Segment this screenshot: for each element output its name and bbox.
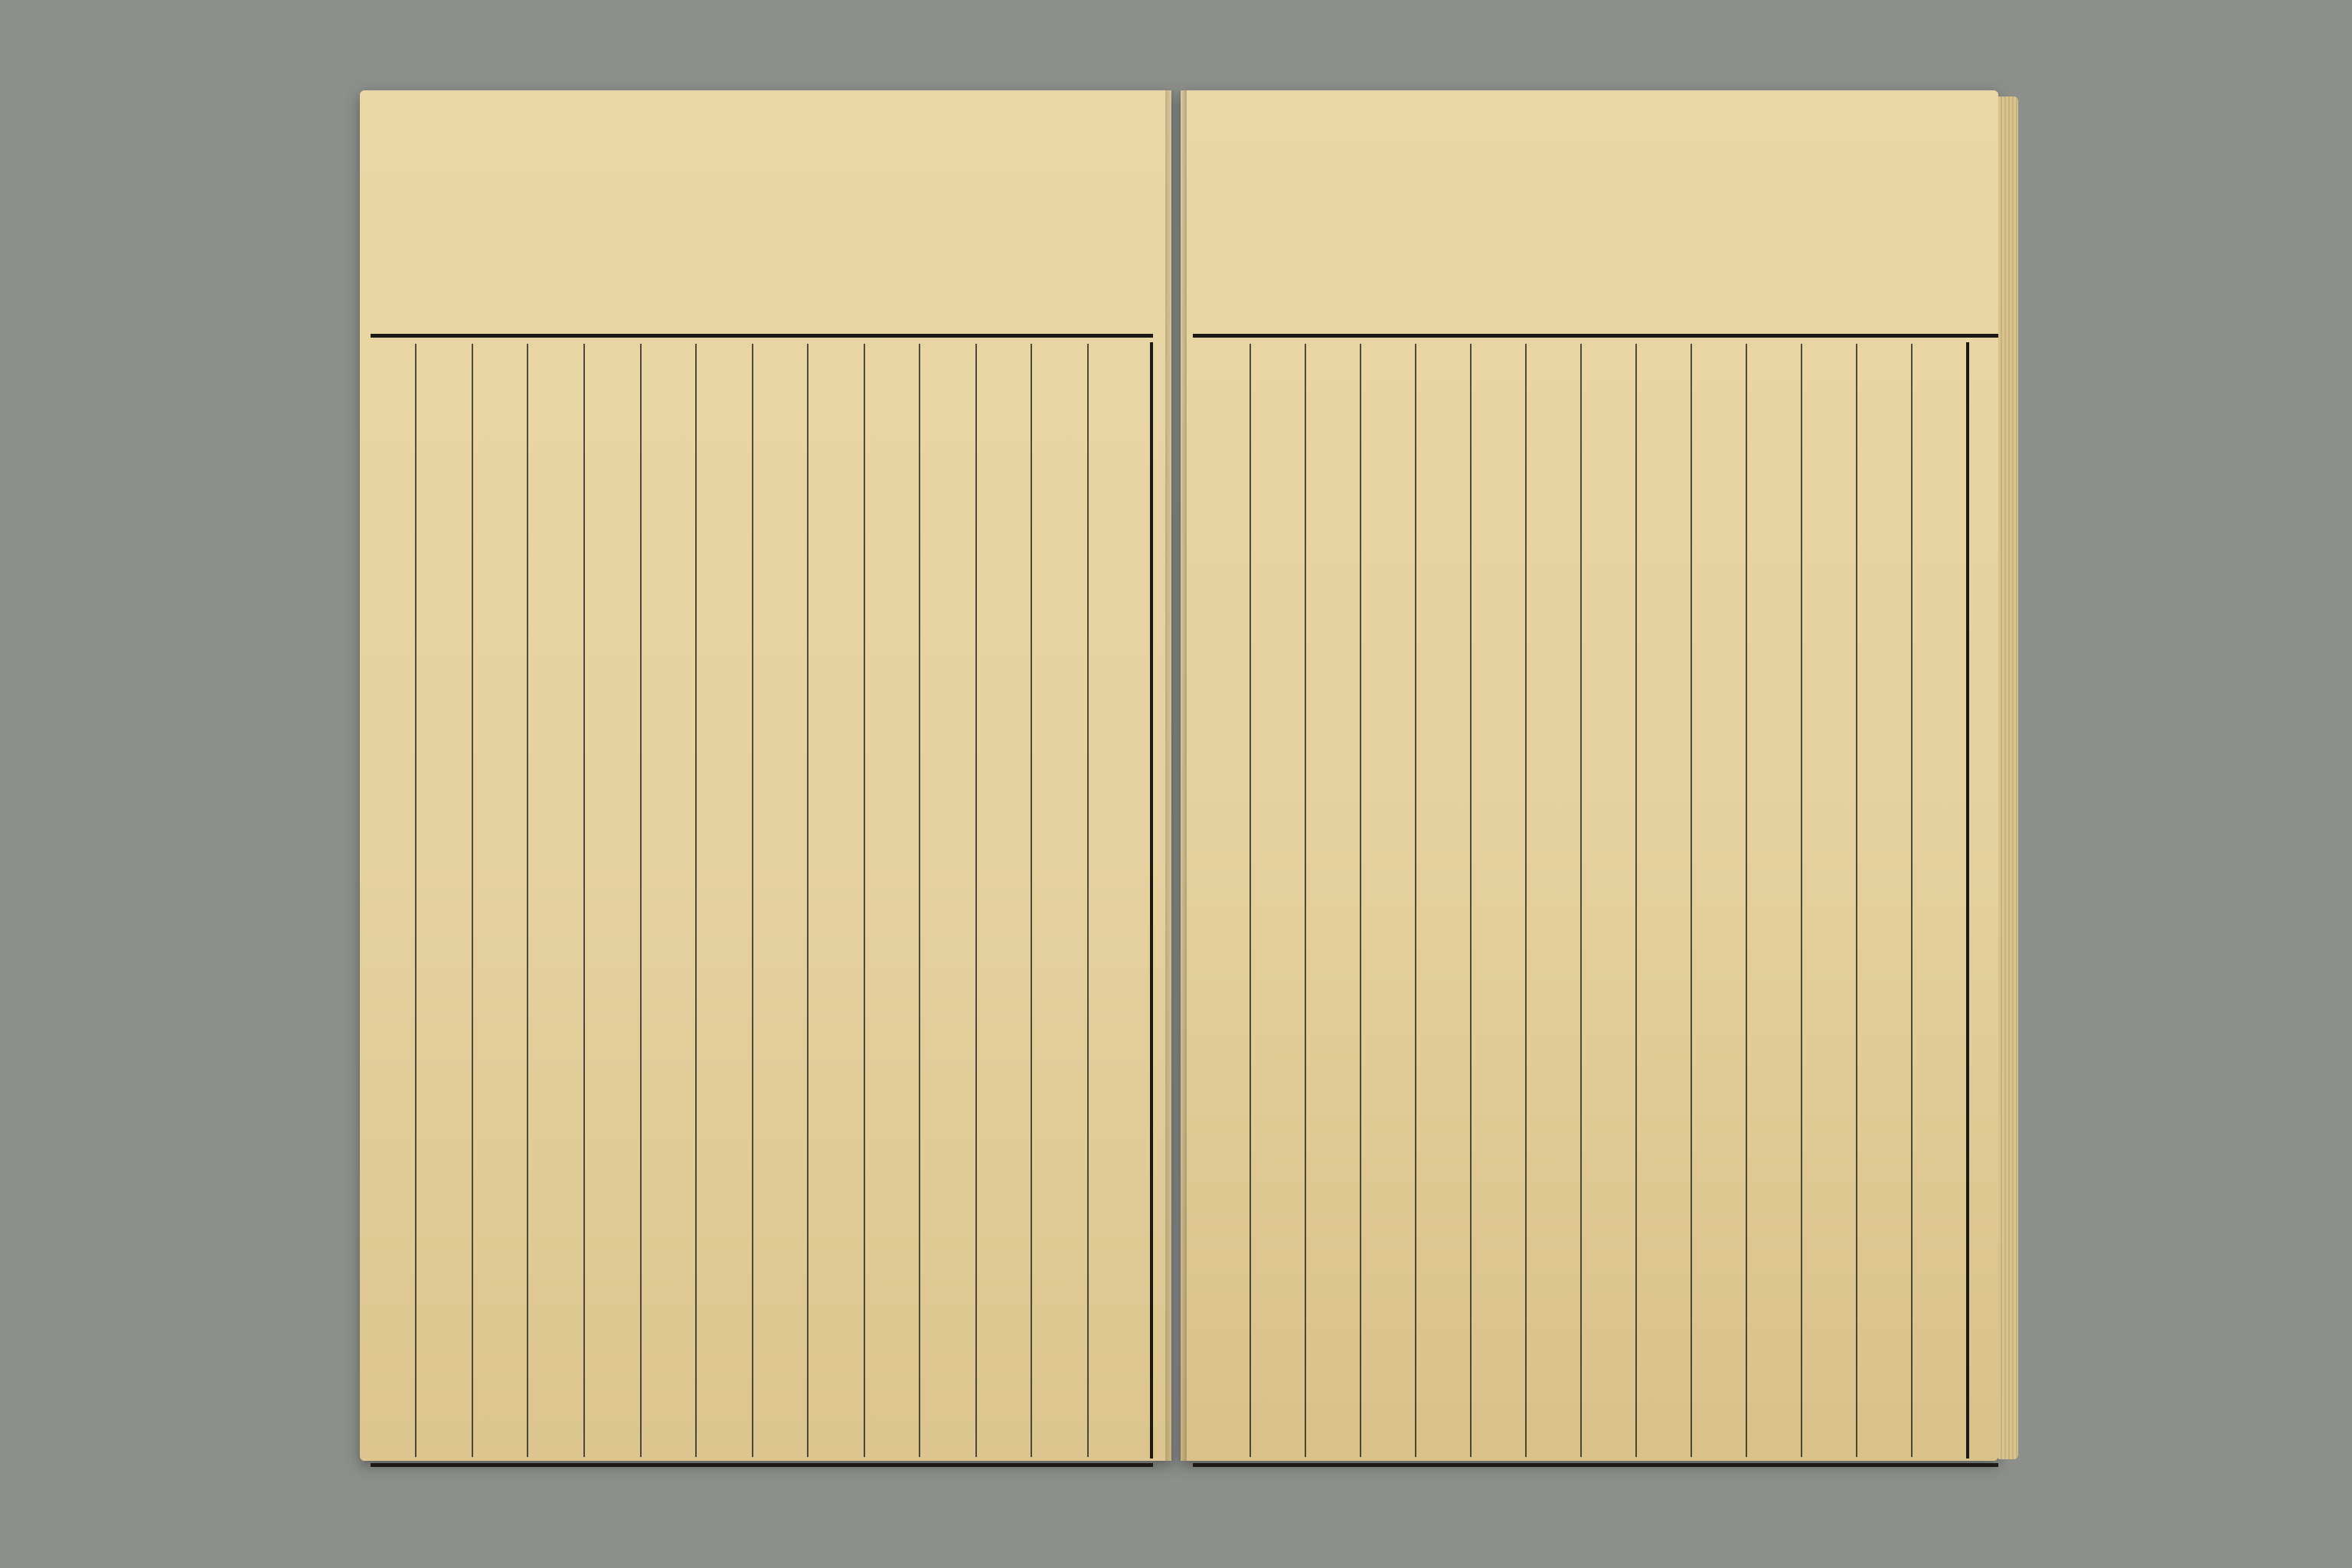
column-rule [583, 344, 585, 1457]
column-rule [472, 344, 473, 1457]
column-rule [919, 344, 920, 1457]
column-rule [864, 344, 865, 1457]
open-book [360, 90, 1998, 1461]
column-rule [1250, 344, 1251, 1457]
column-rule [1911, 344, 1913, 1457]
column-rule [1856, 344, 1857, 1457]
column-rule [1580, 344, 1582, 1457]
column-rule [415, 344, 416, 1457]
column-rule [1746, 344, 1747, 1457]
column-rule [527, 344, 528, 1457]
book-gutter [1165, 90, 1187, 1461]
page-edge-stack [1998, 96, 2018, 1459]
column-rule [1470, 344, 1472, 1457]
column-rule [1525, 344, 1527, 1457]
right-title-rule [1966, 342, 1969, 1459]
left-title-rule [1150, 342, 1153, 1459]
column-rule [1690, 344, 1692, 1457]
column-rule [1635, 344, 1637, 1457]
left-text-frame [371, 334, 1153, 1467]
column-rule [1360, 344, 1361, 1457]
column-rule [975, 344, 977, 1457]
column-rule [807, 344, 808, 1457]
column-rule [752, 344, 753, 1457]
column-rule [1415, 344, 1416, 1457]
right-text-frame [1193, 334, 1998, 1467]
column-rule [640, 344, 642, 1457]
column-rule [1031, 344, 1032, 1457]
column-rule [1305, 344, 1306, 1457]
right-page [1181, 90, 1998, 1461]
left-page [360, 90, 1171, 1461]
column-rule [695, 344, 697, 1457]
column-rule [1801, 344, 1802, 1457]
column-rule [1087, 344, 1089, 1457]
